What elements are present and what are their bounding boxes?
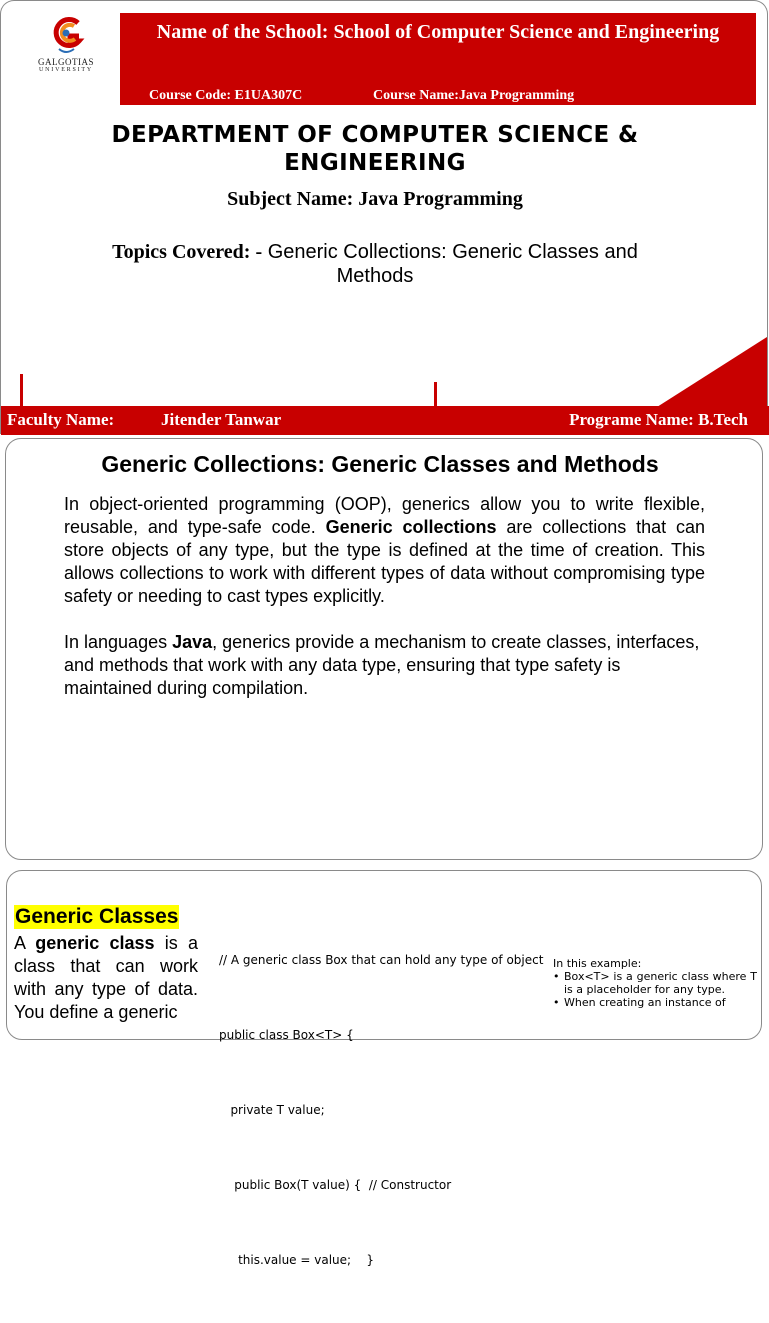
- corner-triangle-decoration: [627, 337, 767, 407]
- university-logo: [23, 13, 109, 79]
- topics-covered: [91, 240, 659, 288]
- example-bullet: • When creating an instance of: [553, 996, 757, 1009]
- example-notes: [553, 957, 757, 1009]
- code-line: this.value = value; }: [219, 1253, 374, 1267]
- bold-term: Generic collections: [325, 517, 497, 537]
- example-bullet-list: [553, 970, 757, 1009]
- left-accent-line: [20, 374, 23, 406]
- course-name: Course Name:Java Programming: [373, 88, 575, 103]
- section-text: [14, 932, 198, 1024]
- paragraph-text: are collections that can store objects of any type, but the type is defined at the time of creation. This allows collections to work with different types of data without compromising type safety or needing to cast types explicitly.: [64, 517, 705, 606]
- code-line: // A generic class Box that can hold any type of object: [219, 953, 544, 967]
- content-slide-generic-classes: [6, 870, 762, 1267]
- paragraph-text: A: [14, 933, 26, 953]
- example-bullet: • Box<T> is a generic class where T is a placeholder for any type.: [553, 970, 757, 996]
- paragraph-text: is a class that can work with any type of data. You define a generic: [14, 933, 198, 1022]
- section-heading: Generic Classes: [15, 905, 179, 928]
- paragraph-generics: [64, 493, 705, 608]
- title-slide: [0, 0, 768, 434]
- topics-label: Topics Covered: -: [112, 241, 263, 263]
- code-line: public class Box<T> {: [219, 1028, 354, 1042]
- course-code: Course Code: E1UA307C: [149, 88, 303, 103]
- content-slide-intro: [5, 438, 763, 860]
- example-intro: In this example:: [553, 957, 642, 970]
- faculty-label: Faculty Name:: [7, 410, 115, 429]
- paragraph-text: , generics provide a mechanism to create classes, interfaces, and methods that work with any data type, ensuring that type safety is maintained during compilation.: [64, 632, 700, 698]
- paragraph-text: In languages: [64, 632, 168, 652]
- logo-subtitle: UNIVERSITY: [39, 67, 93, 73]
- department-title: DEPARTMENT OF COMPUTER SCIENCE & ENGINEERING: [111, 122, 639, 176]
- school-name: Name of the School: School of Computer Science and Engineering: [156, 21, 720, 43]
- programme-name: Programe Name: B.Tech: [569, 410, 748, 429]
- header-band: [120, 13, 756, 105]
- bold-term: generic class: [35, 933, 155, 953]
- faculty-name: Jitender Tanwar: [161, 410, 282, 429]
- slide-title: Generic Collections: Generic Classes and Methods: [101, 451, 659, 477]
- code-sample: [219, 898, 543, 1323]
- subject-name: Subject Name: Java Programming: [227, 188, 523, 210]
- topics-text: Generic Collections: Generic Classes and Methods: [267, 241, 638, 287]
- code-line: public Box(T value) { // Constructor: [219, 1178, 452, 1192]
- logo-emblem-icon: [48, 13, 84, 57]
- paragraph-java: [64, 631, 705, 700]
- bold-term: Java: [172, 632, 213, 652]
- slide-body: [64, 493, 705, 723]
- paragraph-text: In object-oriented programming (OOP), generics allow you to write flexible, reusable, and type-safe code.: [64, 494, 705, 537]
- center-accent-line: [434, 382, 437, 406]
- logo-name: GALGOTIAS: [38, 57, 94, 67]
- footer-band: [1, 406, 769, 435]
- code-line: private T value;: [219, 1103, 325, 1117]
